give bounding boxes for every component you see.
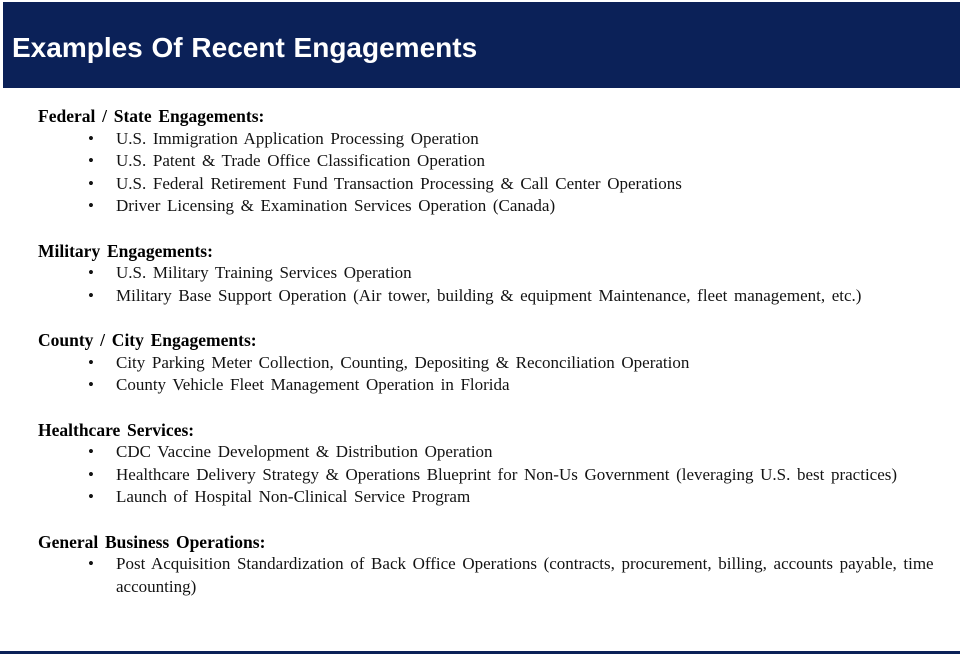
bullet-item: • Healthcare Delivery Strategy & Operations Blueprint for Non-Us Government (leveraging U.S. best practices) bbox=[38, 464, 940, 487]
bullet-item: • Military Base Support Operation (Air tower, building & equipment Maintenance, fleet management, etc.) bbox=[38, 285, 940, 308]
section-heading: County / City Engagements: bbox=[38, 330, 257, 350]
footer-rule bbox=[0, 651, 960, 654]
bullet-item: • County Vehicle Fleet Management Operation in Florida bbox=[38, 374, 940, 397]
bullet-item: • CDC Vaccine Development & Distribution Operation bbox=[38, 441, 940, 464]
slide-title: Examples Of Recent Engagements bbox=[12, 32, 478, 63]
section-heading: Federal / State Engagements: bbox=[38, 106, 265, 126]
section-federal-state bbox=[38, 105, 940, 218]
bullet-item: • Driver Licensing & Examination Services Operation (Canada) bbox=[38, 195, 940, 218]
section-heading: General Business Operations: bbox=[38, 531, 266, 552]
bullet-list bbox=[38, 128, 940, 218]
bullet-item: • U.S. Patent & Trade Office Classification Operation bbox=[38, 150, 940, 173]
bullet-item: • U.S. Military Training Services Operation bbox=[38, 262, 940, 285]
slide-body bbox=[0, 88, 960, 598]
bullet-item: • U.S. Federal Retirement Fund Transaction Processing & Call Center Operations bbox=[38, 173, 940, 196]
bullet-item: • U.S. Immigration Application Processing Operation bbox=[38, 128, 940, 151]
title-bar bbox=[3, 2, 960, 88]
section-heading: Military Engagements: bbox=[38, 240, 213, 261]
bullet-list bbox=[38, 553, 940, 598]
bullet-item: • City Parking Meter Collection, Counting, Depositing & Reconciliation Operation bbox=[38, 352, 940, 375]
bullet-item: • Post Acquisition Standardization of Back Office Operations (contracts, procurement, billing, accounts payable, time accounting) bbox=[38, 553, 940, 598]
section-healthcare bbox=[38, 419, 940, 509]
bullet-list bbox=[38, 441, 940, 509]
section-military bbox=[38, 240, 940, 308]
bullet-list bbox=[38, 262, 940, 307]
bullet-list bbox=[38, 352, 940, 397]
section-heading: Healthcare Services: bbox=[38, 419, 195, 440]
section-general-business bbox=[38, 531, 940, 599]
section-county-city bbox=[38, 329, 940, 397]
bullet-item: • Launch of Hospital Non-Clinical Service Program bbox=[38, 486, 940, 509]
